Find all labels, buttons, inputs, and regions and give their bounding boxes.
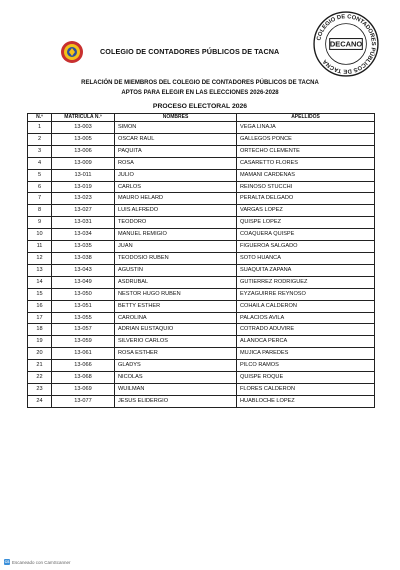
row-matricula: 13-050 (52, 288, 115, 300)
row-matricula: 13-038 (52, 252, 115, 264)
row-nombres: ROSA ESTHER (115, 348, 237, 360)
table-row (28, 300, 375, 312)
table-row (28, 336, 375, 348)
row-number: 22 (28, 372, 52, 384)
row-number: 5 (28, 169, 52, 181)
row-apellidos: VEGA LINAJA (237, 122, 375, 134)
row-apellidos: MAMANI CARDENAS (237, 169, 375, 181)
table-row (28, 193, 375, 205)
row-number: 17 (28, 312, 52, 324)
row-apellidos: VARGAS LOPEZ (237, 205, 375, 217)
row-number: 14 (28, 276, 52, 288)
document-title-line-1: RELACIÓN DE MIEMBROS DEL COLEGIO DE CONTADORES PÚBLICOS DE TACNA (81, 80, 319, 86)
row-number: 6 (28, 181, 52, 193)
row-apellidos: GALLEGOS PONCE (237, 133, 375, 145)
row-apellidos: HUABLOCHE LOPEZ (237, 395, 375, 407)
table-header (28, 114, 375, 122)
table-row (28, 264, 375, 276)
table-row (28, 360, 375, 372)
row-matricula: 13-069 (52, 383, 115, 395)
row-apellidos: FLORES CALDERON (237, 383, 375, 395)
table-row (28, 205, 375, 217)
row-number: 16 (28, 300, 52, 312)
row-number: 21 (28, 360, 52, 372)
svg-text:COLEGIO DE CONTADORES PÚBLICOS: COLEGIO DE CONTADORES PÚBLICOS DE TACNA (316, 14, 376, 74)
table-row (28, 217, 375, 229)
row-matricula: 13-006 (52, 145, 115, 157)
row-nombres: ASDRUBAL (115, 276, 237, 288)
row-number: 18 (28, 324, 52, 336)
scanner-text: Escaneado con CamScanner (12, 559, 71, 565)
row-number: 4 (28, 157, 52, 169)
table-row (28, 383, 375, 395)
header-matricula: MATRÍCULA N.º (52, 114, 115, 122)
table-row (28, 145, 375, 157)
row-matricula: 13-003 (52, 122, 115, 134)
row-nombres: CAROLINA (115, 312, 237, 324)
row-nombres: WUILMAN (115, 383, 237, 395)
row-nombres: PAQUITA (115, 145, 237, 157)
header-apellidos: APELLIDOS (237, 114, 375, 122)
row-matricula: 13-027 (52, 205, 115, 217)
row-number: 11 (28, 241, 52, 253)
row-matricula: 13-077 (52, 395, 115, 407)
members-table (27, 113, 375, 408)
table-row (28, 288, 375, 300)
row-matricula: 13-023 (52, 193, 115, 205)
row-nombres: BETTY ESTHER (115, 300, 237, 312)
row-matricula: 13-043 (52, 264, 115, 276)
row-apellidos: REINOSO STUCCHI (237, 181, 375, 193)
organization-name: COLEGIO DE CONTADORES PÚBLICOS DE TACNA (100, 47, 280, 56)
row-matricula: 13-035 (52, 241, 115, 253)
row-matricula: 13-055 (52, 312, 115, 324)
row-number: 3 (28, 145, 52, 157)
header-number: N.º (28, 114, 52, 122)
row-matricula: 13-066 (52, 360, 115, 372)
row-apellidos: SOTO HUANCA (237, 252, 375, 264)
row-apellidos: PERALTA DELGADO (237, 193, 375, 205)
process-title: PROCESO ELECTORAL 2026 (152, 103, 248, 110)
row-matricula: 13-061 (52, 348, 115, 360)
row-number: 12 (28, 252, 52, 264)
row-apellidos: PILCO RAMOS (237, 360, 375, 372)
row-nombres: SIMON (115, 122, 237, 134)
row-number: 7 (28, 193, 52, 205)
row-nombres: GLADYS (115, 360, 237, 372)
institution-emblem-icon (60, 40, 84, 64)
row-nombres: AGUSTIN (115, 264, 237, 276)
row-matricula: 13-019 (52, 181, 115, 193)
row-matricula: 13-049 (52, 276, 115, 288)
row-apellidos: COHAILA CALDERON (237, 300, 375, 312)
table-row (28, 252, 375, 264)
row-nombres: TEODORO (115, 217, 237, 229)
row-apellidos: MUJICA PAREDES (237, 348, 375, 360)
row-matricula: 13-051 (52, 300, 115, 312)
document-title-line-2: APTOS PARA ELEGIR EN LAS ELECCIONES 2026-2028 (121, 90, 279, 96)
camscanner-icon: CS (4, 560, 10, 564)
table-row (28, 241, 375, 253)
row-number: 9 (28, 217, 52, 229)
table-row (28, 372, 375, 384)
row-apellidos: QUISPE ROQUE (237, 372, 375, 384)
row-matricula: 13-009 (52, 157, 115, 169)
row-apellidos: ORTECHO CLEMENTE (237, 145, 375, 157)
row-nombres: MANUEL REMIGIO (115, 229, 237, 241)
row-number: 13 (28, 264, 52, 276)
svg-text:DECANO: DECANO (329, 39, 363, 49)
dean-seal-stamp (312, 10, 380, 78)
row-apellidos: GUTIERREZ RODRIGUEZ (237, 276, 375, 288)
row-nombres: JESUS ELIDERGIO (115, 395, 237, 407)
row-nombres: SILVERIO CARLOS (115, 336, 237, 348)
row-matricula: 13-005 (52, 133, 115, 145)
row-nombres: JUAN (115, 241, 237, 253)
row-number: 19 (28, 336, 52, 348)
table-row (28, 324, 375, 336)
row-matricula: 13-031 (52, 217, 115, 229)
header-nombres: NOMBRES (115, 114, 237, 122)
table-row (28, 122, 375, 134)
table-row (28, 395, 375, 407)
table-row (28, 229, 375, 241)
row-nombres: NESTOR HUGO RUBEN (115, 288, 237, 300)
table-row (28, 348, 375, 360)
row-apellidos: QUISPE LOPEZ (237, 217, 375, 229)
row-nombres: ROSA (115, 157, 237, 169)
row-apellidos: COTRADO ADUVIRE (237, 324, 375, 336)
table-row (28, 181, 375, 193)
row-number: 2 (28, 133, 52, 145)
row-nombres: LUIS ALFREDO (115, 205, 237, 217)
row-apellidos: SUAQUITA ZAPANA (237, 264, 375, 276)
row-apellidos: ALANOCA PERCA (237, 336, 375, 348)
row-nombres: JULIO (115, 169, 237, 181)
row-matricula: 13-011 (52, 169, 115, 181)
row-matricula: 13-034 (52, 229, 115, 241)
row-apellidos: COAQUERA QUISPE (237, 229, 375, 241)
scanner-watermark (4, 559, 71, 565)
table-row (28, 133, 375, 145)
row-matricula: 13-059 (52, 336, 115, 348)
table-row (28, 157, 375, 169)
row-apellidos: FIGUEROA SALGADO (237, 241, 375, 253)
row-matricula: 13-068 (52, 372, 115, 384)
row-nombres: CARLOS (115, 181, 237, 193)
row-nombres: TEODOSIO RUBEN (115, 252, 237, 264)
row-matricula: 13-057 (52, 324, 115, 336)
row-nombres: MAURO HELARD (115, 193, 237, 205)
row-nombres: NICOLAS (115, 372, 237, 384)
row-number: 10 (28, 229, 52, 241)
row-apellidos: CASARETTO FLORES (237, 157, 375, 169)
table-body (28, 122, 375, 408)
row-number: 8 (28, 205, 52, 217)
table-row (28, 276, 375, 288)
row-number: 15 (28, 288, 52, 300)
row-apellidos: EYZAGUIRRE REYNOSO (237, 288, 375, 300)
row-number: 20 (28, 348, 52, 360)
table-row (28, 312, 375, 324)
row-number: 1 (28, 122, 52, 134)
row-number: 24 (28, 395, 52, 407)
row-number: 23 (28, 383, 52, 395)
row-apellidos: PALACIOS AVILA (237, 312, 375, 324)
table-row (28, 169, 375, 181)
row-nombres: ADRIAN EUSTAQUIO (115, 324, 237, 336)
row-nombres: OSCAR RAUL (115, 133, 237, 145)
